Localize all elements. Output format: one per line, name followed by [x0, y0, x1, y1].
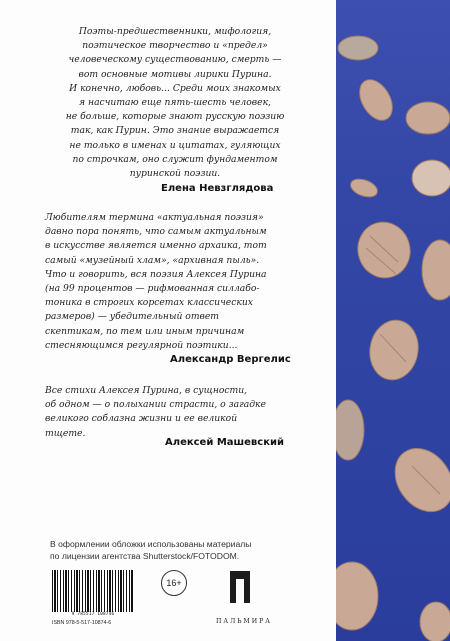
author-vergelis: Александр Вергелис — [170, 354, 291, 365]
quote-vergelis: Любителям термина «актуальная поэзия» давно пора понять, что самым актуальным в искусстве является именно архаика, тот самый «музейный хлам», «архивная пыль». Что и говорить, вся поэзия Алексея Пурина (на 99 процентов — рифмованная силлабо- тоника в строгих корсетах классических размеров) — убедительный ответ скептикам, по тем или иным причинам стесняющимся регулярной поэтики... — [45, 212, 267, 351]
author-mashevsky: Алексей Машевский — [165, 437, 284, 448]
quote-nevzglyadova: Поэты-предшественники, мифология, поэтическое творчество и «предел» человеческому существованию, смерть — вот основные мотивы лирики Пурина. И конечно, любовь... Среди моих знакомых я насчитаю еще пять-шесть человек, не больше, которые знают русскую поэзию так, как Пурин. Это знание выражается не только в именах и цитатах, гуляющих по строчкам, оно служит фундаментом пуринской поэзии. — [65, 26, 285, 180]
barcode-bars — [52, 570, 134, 612]
artifacts-illustration — [336, 0, 450, 641]
cover-photo — [336, 0, 450, 641]
barcode-digits: 9 785517 108746 — [71, 612, 115, 617]
isbn: ISBN 978-5-517-10874-6 — [52, 620, 112, 626]
publisher-logo — [230, 571, 250, 603]
publisher-logo-icon — [230, 571, 250, 603]
barcode — [52, 570, 134, 622]
quote-mashevsky: Все стихи Алексея Пурина, в сущности, об одном — о полыхании страсти, о загадке великого соблазна жизни и ее великой тщете. — [45, 385, 266, 439]
age-rating-badge: 16+ — [161, 570, 187, 596]
image-credits: В оформлении обложки использованы материалы по лицензии агентства Shutterstock/FOTODOM. — [50, 539, 252, 562]
author-nevzglyadova: Елена Невзглядова — [161, 183, 274, 194]
publisher-name: ПАЛЬМИРА — [216, 618, 272, 625]
